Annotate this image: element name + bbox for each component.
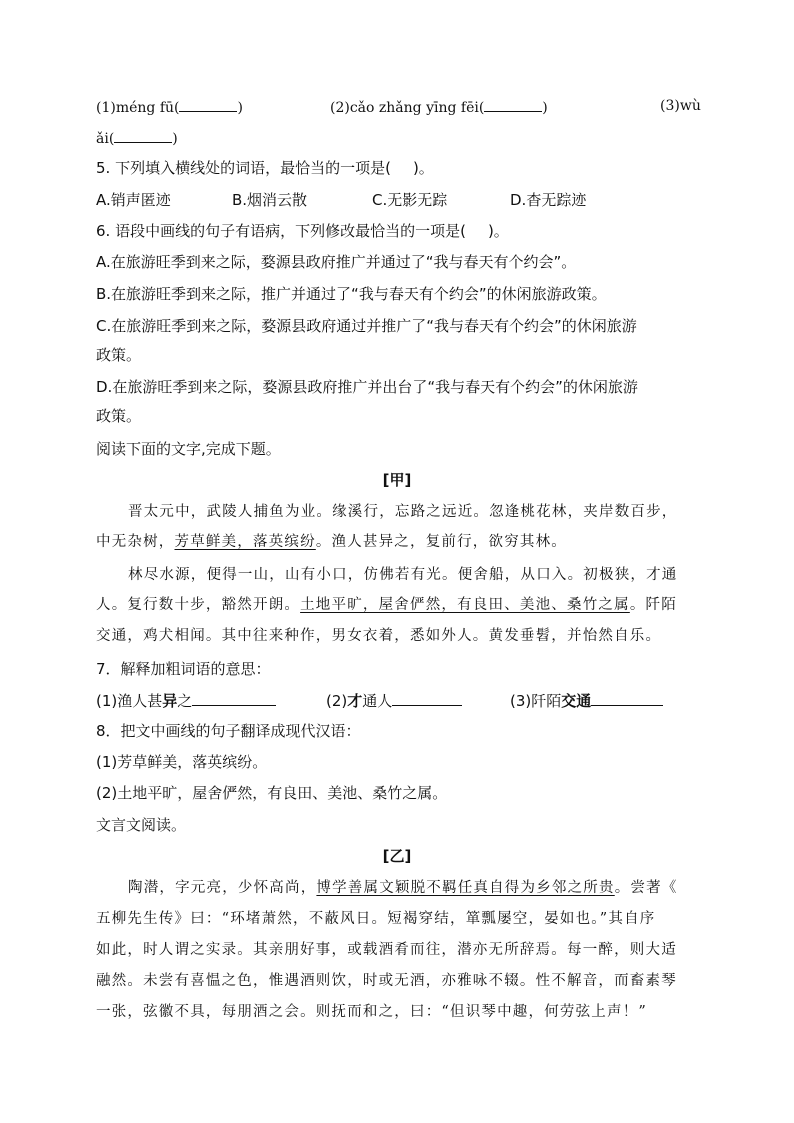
jia-p1-line1: 晋太元中，武陵人捕鱼为业。缘溪行，忘路之远近。忽逢桃花林，夹岸数百步， [128, 504, 678, 520]
q4-item2-wrap: (2)cǎo zhǎng yīng fēi( ) [330, 96, 548, 118]
jia-p1-line2: 中无杂树，芳草鲜美，落英缤纷。渔人甚异之，复前行，欲穷其林。 [96, 534, 568, 550]
q4-blank-1[interactable] [179, 96, 237, 112]
q5-stem: 5. 下列填入横线处的词语，最恰当的一项是( )。 [96, 159, 434, 177]
yi-line3: 如此，时人谓之实录。其亲朋好事，或载酒肴而往，潜亦无所辞焉。每一醉，则大适 [96, 942, 677, 958]
q8-sentence-2: (2)土地平旷，屋舍俨然，有良田、美池、桑竹之属。 [96, 784, 448, 802]
q7-blank-1[interactable] [192, 690, 276, 706]
yi-underlined-sentence: 博学善属文颖脱不羁任真自得为乡邻之所贵 [316, 880, 615, 896]
q6-option-c-line2: 政策。 [96, 346, 142, 364]
yi-line5: 一张，弦徽不具，每朋酒之会。则抚而和之，曰：“但识琴中趣，何劳弦上声！” [96, 1004, 648, 1020]
yi-line2: 五柳先生传》曰：“环堵萧然，不蔽风日。短褐穿结，箪瓢屡空，晏如也。”其自序 [96, 911, 656, 927]
passage-jia-title: [甲] [382, 471, 412, 489]
q5-option-d: D.杳无踪迹 [510, 191, 587, 209]
q6-option-d-line2: 政策。 [96, 407, 142, 425]
q4-item3-cont: ǎi( ) [96, 127, 178, 149]
q6-option-d-line1: D.在旅游旺季到来之际，婺源县政府推广并出台了“我与春天有个约会”的休闲旅游 [96, 378, 638, 396]
q6-option-b: B.在旅游旺季到来之际，推广并通过了“我与春天有个约会”的休闲旅游政策。 [96, 285, 607, 303]
jia-underlined-sentence-2: 土地平旷，屋舍俨然，有良田、美池、桑竹之属 [300, 597, 630, 613]
q6-stem: 6. 语段中画线的句子有语病，下列修改最恰当的一项是( )。 [96, 222, 509, 240]
q7-blank-2[interactable] [392, 690, 462, 706]
q8-sentence-1: (1)芳草鲜美，落英缤纷。 [96, 753, 268, 771]
q5-option-c: C.无影无踪 [372, 191, 448, 209]
q7-item1: (1)渔人甚异之 [96, 690, 276, 711]
q4-item1: (1)méng fū( [96, 100, 180, 116]
q6-option-c-line1: C.在旅游旺季到来之际，婺源县政府通过并推广了“我与春天有个约会”的休闲旅游 [96, 317, 637, 335]
jia-p2-line2: 人。复行数十步，豁然开朗。土地平旷，屋舍俨然，有良田、美池、桑竹之属。阡陌 [96, 597, 677, 613]
jia-p2-line3: 交通，鸡犬相闻。其中往来种作，男女衣着，悉如外人。黄发垂髫，并怡然自乐。 [96, 628, 662, 644]
q6-option-a: A.在旅游旺季到来之际，婺源县政府推广并通过了“我与春天有个约会”。 [96, 253, 577, 271]
jia-underlined-sentence-1: 芳草鲜美，落英缤纷 [174, 534, 316, 550]
yi-line4: 融然。未尝有喜愠之色，惟遇酒则饮，时或无酒，亦雅咏不辍。性不解音，而畜素琴 [96, 973, 677, 989]
q4-blank-2[interactable] [484, 96, 542, 112]
q8-stem: 8．把文中画线的句子翻译成现代汉语： [96, 722, 361, 740]
q7-item3: (3)阡陌交通 [510, 690, 663, 711]
q7-stem: 7．解释加粗词语的意思： [96, 660, 271, 678]
passage-yi-title: [乙] [382, 847, 412, 865]
q5-option-b: B.烟消云散 [232, 191, 308, 209]
jia-p2-line1: 林尽水源，便得一山，山有小口，仿佛若有光。便舍船，从口入。初极狭，才通 [128, 567, 678, 583]
reading-intro: 阅读下面的文字,完成下题。 [96, 440, 281, 458]
q4-item3: (3)wù [660, 98, 701, 114]
yi-line1: 陶潜，字元亮，少怀高尚，博学善属文颖脱不羁任真自得为乡邻之所贵。尝著《 [128, 880, 678, 896]
q4-item2: (2)cǎo zhǎng yīng fēi( [330, 100, 485, 116]
q7-blank-3[interactable] [591, 690, 663, 706]
q4-pinyin-row: (1)méng fū( ) [96, 96, 243, 118]
wenyan-intro: 文言文阅读。 [96, 816, 187, 834]
q4-blank-3[interactable] [114, 127, 172, 143]
q5-option-a: A.销声匿迹 [96, 191, 171, 209]
q7-item2: (2)才通人 [326, 690, 462, 711]
